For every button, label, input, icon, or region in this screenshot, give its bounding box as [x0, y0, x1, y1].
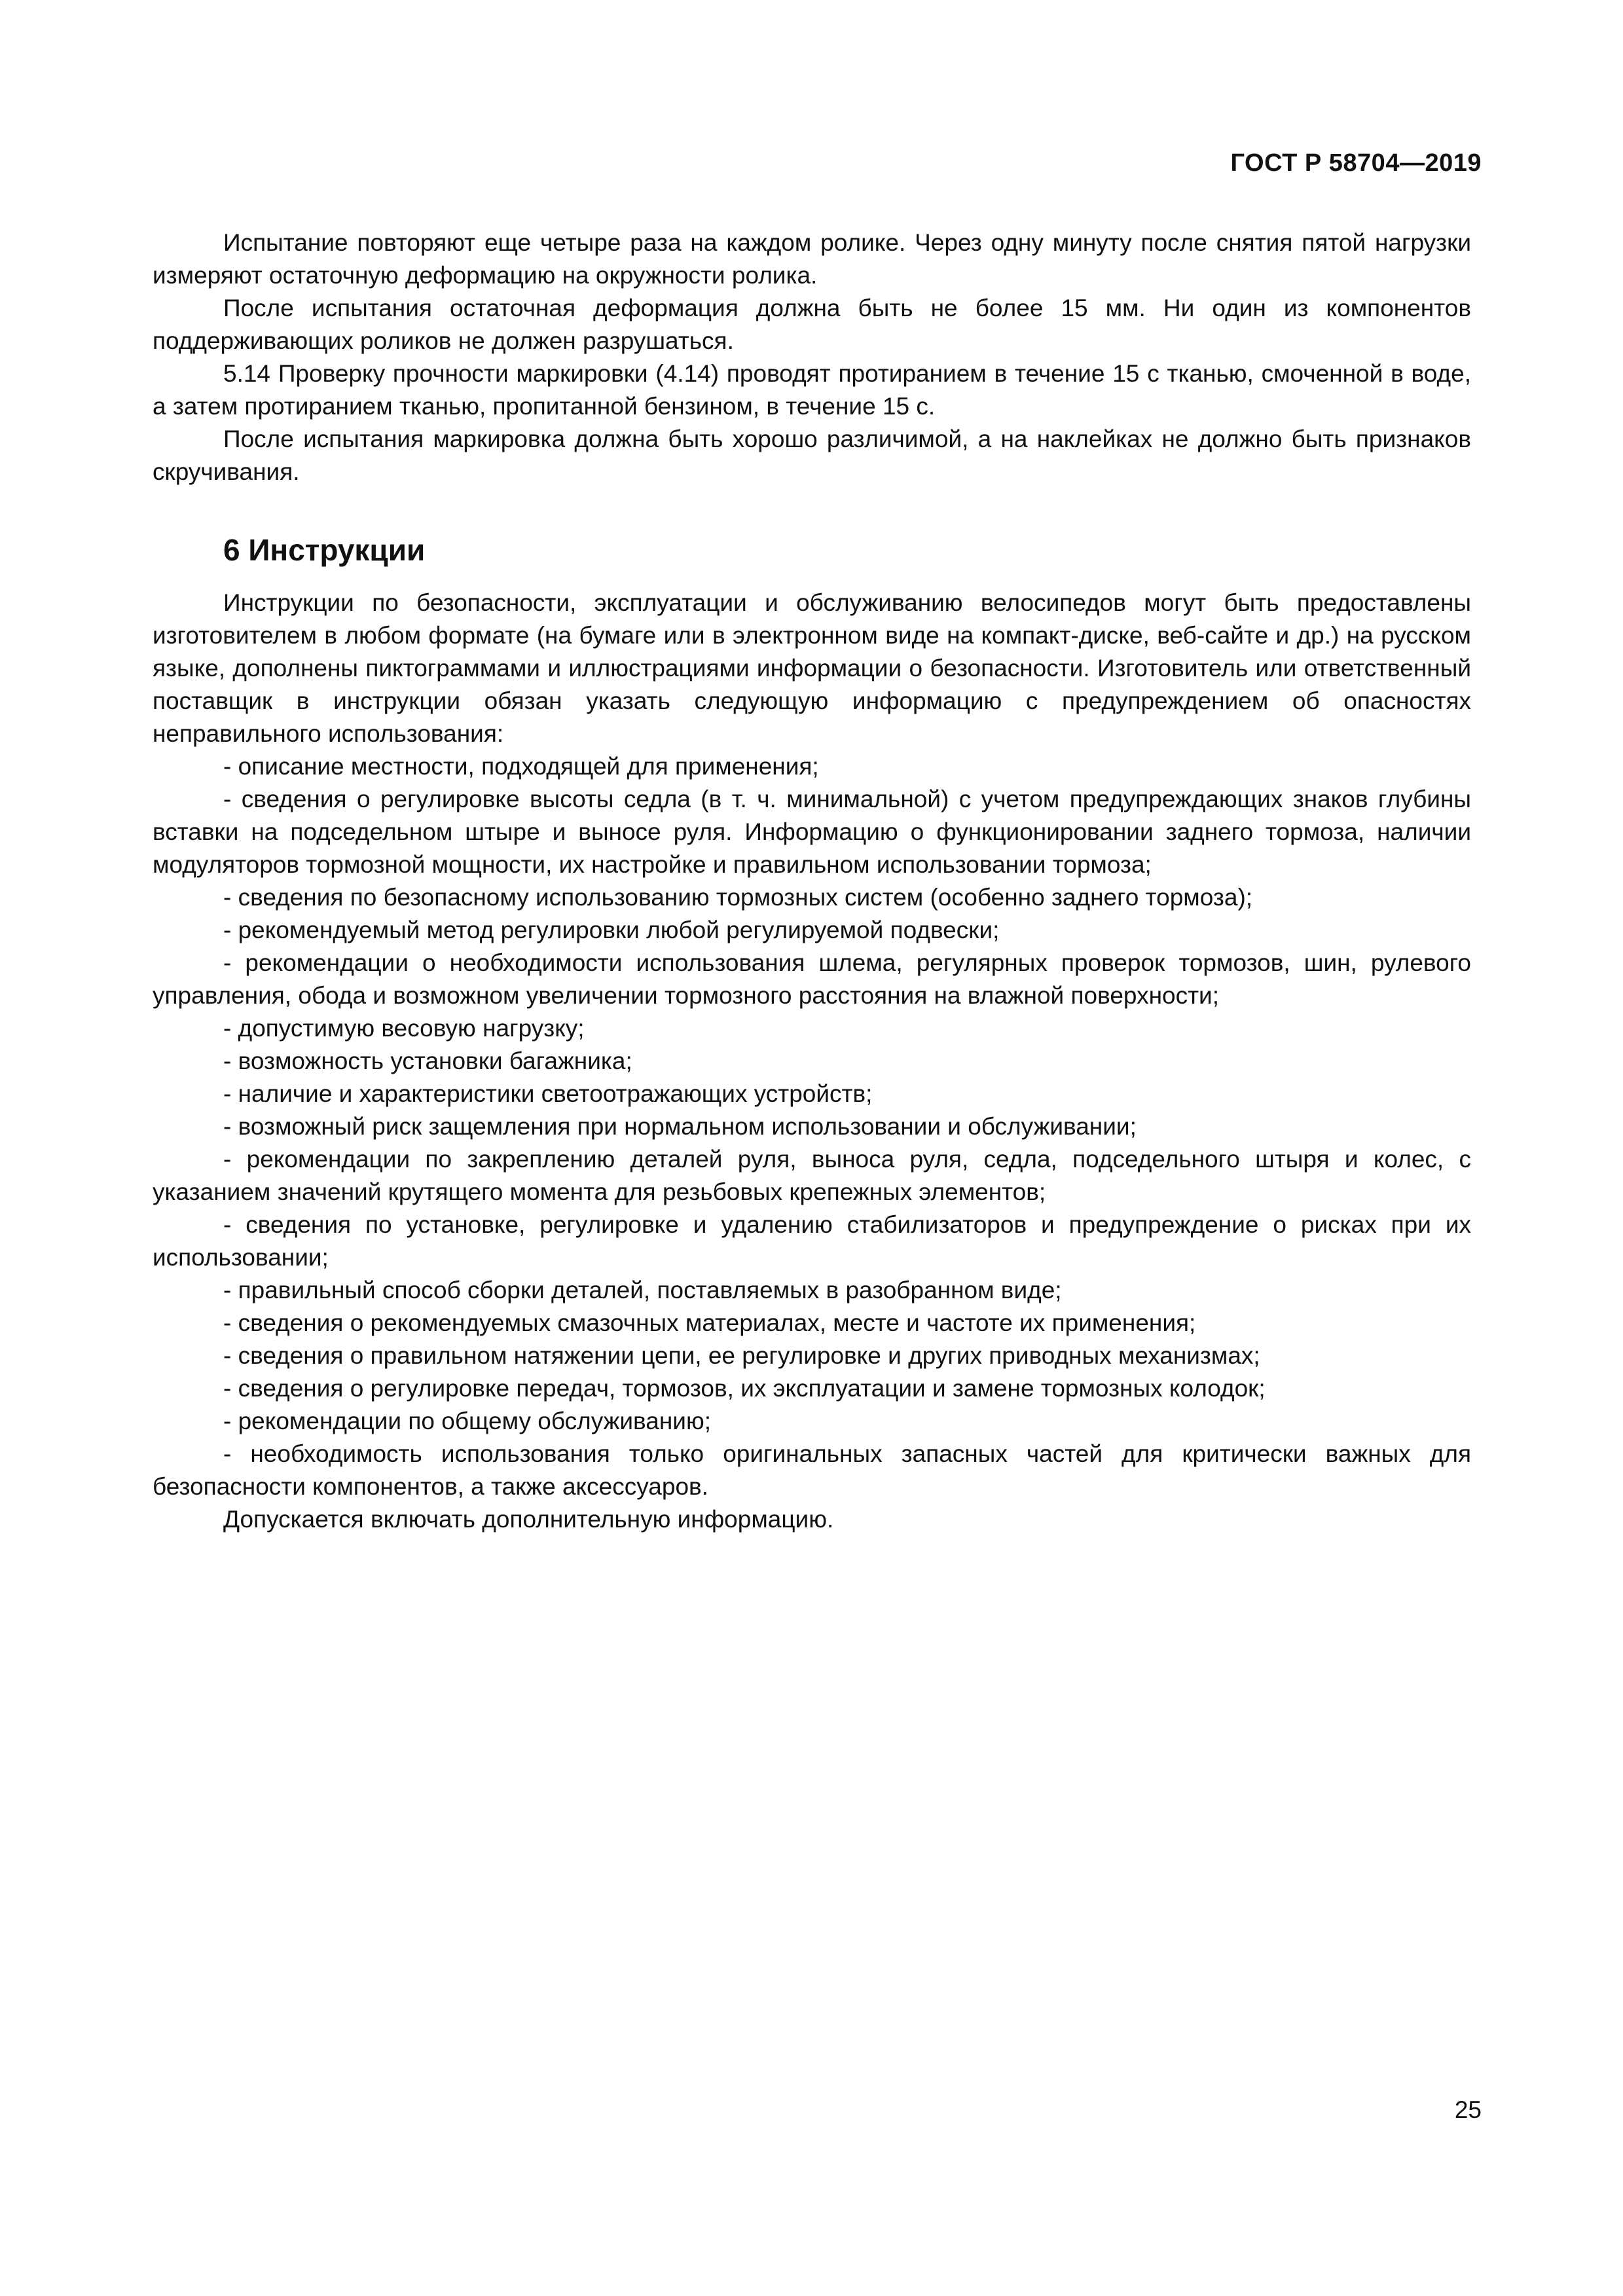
list-item: - сведения о правильном натяжении цепи, ее регулировке и других приводных механизмах;: [223, 1342, 1260, 1369]
list-item: - необходимость использования только оригинальных запасных частей для критически важных для безопасности компонентов, а также аксессуаров.: [153, 1440, 1471, 1500]
list-item: - допустимую весовую нагрузку;: [223, 1015, 585, 1042]
list-item: - наличие и характеристики светоотражающих устройств;: [223, 1080, 873, 1107]
paragraph-repeat-test: Испытание повторяют еще четыре раза на каждом ролике. Через одну минуту после снятия пятой нагрузки измеряют остаточную деформацию на окружности ролика.: [153, 229, 1471, 289]
closing-paragraph: Допускается включать дополнительную информацию.: [223, 1506, 834, 1533]
instruction-list: [153, 750, 1471, 1503]
list-item: - сведения о регулировке высоты седла (в т. ч. минимальной) с учетом предупреждающих знаков глубины вставки на подседельном штыре и выносе руля. Информацию о функционировании заднего тормоза, наличии модуляторов тормозной мощности, их настройке и правильном использовании тормоза;: [153, 786, 1471, 878]
list-item: - сведения по безопасному использованию тормозных систем (особенно заднего тормоза);: [223, 884, 1253, 911]
page-number: 25: [1454, 2096, 1482, 2123]
list-item: - сведения о регулировке передач, тормозов, их эксплуатации и замене тормозных колодок;: [223, 1375, 1266, 1402]
list-item: - возможность установки багажника;: [223, 1048, 632, 1074]
section-title: 6 Инструкции: [223, 533, 426, 567]
section-lead-paragraph: Инструкции по безопасности, эксплуатации и обслуживанию велосипедов могут быть предоставлены изготовителем в любом формате (на бумаге или в электронном виде на компакт-диске, веб-сайте и др.) на русском языке, дополнены пиктограммами и иллюстрациями информации о безопасности. Изготовитель или ответственный поставщик в инструкции обязан указать следующую информацию с предупреждением об опасностях неправильного использования:: [153, 589, 1471, 747]
list-item: - рекомендации по общему обслуживанию;: [223, 1408, 711, 1434]
list-item: - рекомендации о необходимости использования шлема, регулярных проверок тормозов, шин, рулевого управления, обода и возможном увеличении тормозного расстояния на влажной поверхности;: [153, 949, 1471, 1009]
list-item: - рекомендации по закреплению деталей руля, выноса руля, седла, подседельного штыря и колес, с указанием значений крутящего момента для резьбовых крепежных элементов;: [153, 1146, 1471, 1205]
list-item: - сведения о рекомендуемых смазочных материалах, месте и частоте их применения;: [223, 1309, 1196, 1336]
page-body: [153, 227, 1471, 1536]
paragraph-residual-deformation: После испытания остаточная деформация должна быть не более 15 мм. Ни один из компонентов поддерживающих роликов не должен разрушаться.: [153, 295, 1471, 354]
list-item: - описание местности, подходящей для применения;: [223, 753, 819, 780]
document-id-header: ГОСТ Р 58704—2019: [1230, 149, 1482, 177]
paragraph-marking-test: 5.14 Проверку прочности маркировки (4.14) проводят протиранием в течение 15 с тканью, смоченной в воде, а затем протиранием тканью, пропитанной бензином, в течение 15 с.: [153, 360, 1471, 420]
list-item: - возможный риск защемления при нормальном использовании и обслуживании;: [223, 1113, 1137, 1140]
list-item: - правильный способ сборки деталей, поставляемых в разобранном виде;: [223, 1277, 1062, 1303]
list-item: - рекомендуемый метод регулировки любой регулируемой подвески;: [223, 917, 1000, 943]
paragraph-marking-result: После испытания маркировка должна быть хорошо различимой, а на наклейках не должно быть признаков скручивания.: [153, 426, 1471, 485]
list-item: - сведения по установке, регулировке и удалению стабилизаторов и предупреждение о рисках при их использовании;: [153, 1211, 1471, 1271]
